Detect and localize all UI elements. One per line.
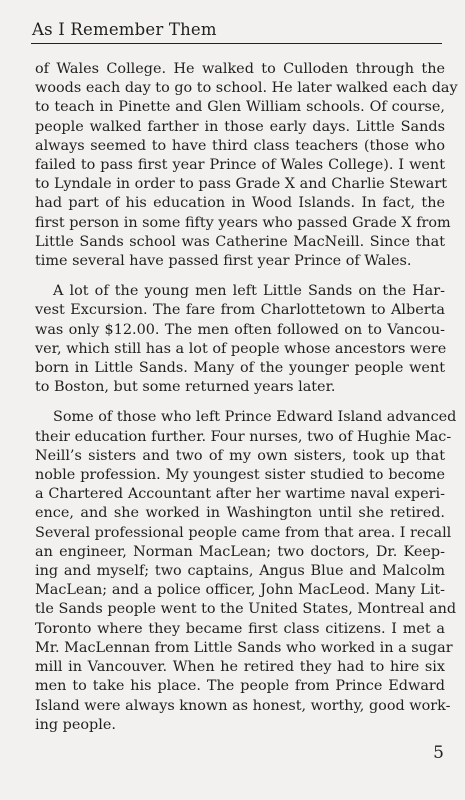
text-line: to Boston, but some returned years later. bbox=[35, 379, 336, 396]
paragraph-2 bbox=[35, 282, 445, 397]
paragraph-3 bbox=[35, 408, 457, 734]
text-line: time several have passed first year Prince of Wales. bbox=[35, 253, 412, 270]
text-line: Toronto where they became first class citizens. I met a bbox=[35, 620, 445, 637]
text-line: an engineer, Norman MacLean; two doctors, Dr. Keep- bbox=[35, 543, 445, 560]
paragraph-1 bbox=[35, 60, 458, 271]
text-line: had part of his education in Wood Islands. In fact, the bbox=[35, 195, 445, 212]
text-line: ing people. bbox=[35, 716, 116, 733]
text-line: was only $12.00. The men often followed on to Vancou- bbox=[35, 321, 445, 338]
text-line: to Lyndale in order to pass Grade X and Charlie Stewart bbox=[35, 176, 447, 193]
text-line: woods each day to go to school. He later walked each day bbox=[35, 80, 458, 97]
text-line: failed to pass first year Prince of Wales College). I went bbox=[35, 157, 445, 174]
body-text bbox=[35, 60, 458, 746]
text-line: born in Little Sands. Many of the younger people went bbox=[35, 360, 445, 377]
text-line: always seemed to have third class teachers (those who bbox=[35, 137, 445, 154]
text-line: noble profession. My youngest sister studied to become bbox=[35, 467, 445, 484]
text-line: Island were always known as honest, worthy, good work- bbox=[35, 697, 451, 714]
text-line: a Chartered Accountant after her wartime naval experi- bbox=[35, 486, 445, 503]
text-line: ing and myself; two captains, Angus Blue and Malcolm bbox=[35, 563, 445, 580]
text-line: first person in some fifty years who passed Grade X from bbox=[35, 214, 451, 231]
running-head: As I Remember Them bbox=[32, 20, 217, 39]
text-line: Several professional people came from that area. I recall bbox=[35, 524, 452, 541]
text-line: ence, and she worked in Washington until she retired. bbox=[35, 505, 445, 522]
text-line: tle Sands people went to the United States, Montreal and bbox=[35, 601, 457, 618]
text-line: Mr. MacLennan from Little Sands who worked in a sugar bbox=[35, 639, 453, 656]
text-line: of Wales College. He walked to Culloden through the bbox=[35, 61, 445, 77]
header-rule bbox=[31, 43, 442, 44]
text-line: to teach in Pinette and Glen William schools. Of course, bbox=[35, 99, 445, 116]
text-line: A lot of the young men left Little Sands on the Har- bbox=[53, 283, 445, 300]
page-number: 5 bbox=[433, 743, 444, 763]
text-line: mill in Vancouver. When he retired they had to hire six bbox=[35, 659, 445, 676]
text-line: their education further. Four nurses, two of Hughie Mac- bbox=[35, 428, 452, 445]
text-line: Neill’s sisters and two of my own sisters, took up that bbox=[35, 447, 445, 464]
text-line: men to take his place. The people from Prince Edward bbox=[35, 678, 445, 695]
text-line: Some of those who left Prince Edward Island advanced bbox=[53, 409, 457, 426]
text-line: MacLean; and a police officer, John MacLeod. Many Lit- bbox=[35, 582, 445, 599]
text-line: vest Excursion. The fare from Charlottetown to Alberta bbox=[35, 302, 445, 319]
text-line: people walked farther in those early days. Little Sands bbox=[35, 118, 445, 135]
text-line: ver, which still has a lot of people whose ancestors were bbox=[35, 340, 447, 357]
text-line: Little Sands school was Catherine MacNeill. Since that bbox=[35, 233, 445, 250]
